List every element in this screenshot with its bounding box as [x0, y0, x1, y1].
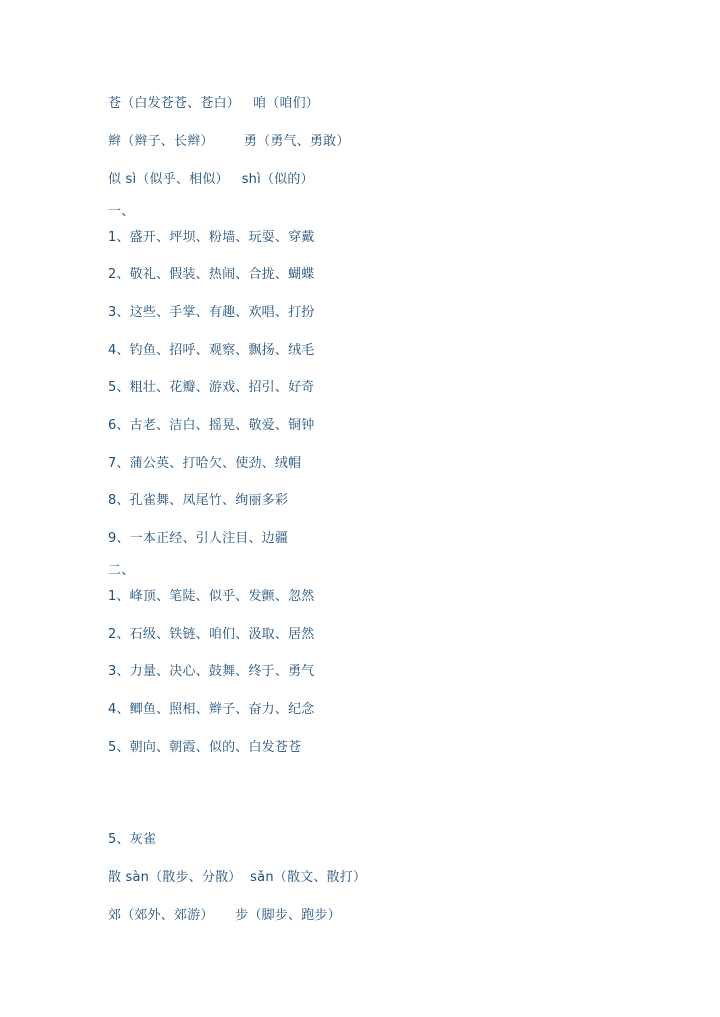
list-item: 9、一本正经、引人注目、边疆	[108, 531, 289, 546]
text-line-1: 苍（白发苍苍、苍白） 咱（咱们）	[108, 96, 319, 111]
list-item: 3、这些、手掌、有趣、欢唱、打扮	[108, 305, 315, 320]
list-item: 1、峰顶、笔陡、似乎、发颤、忽然	[108, 589, 315, 604]
text-line: 散 sàn（散步、分散） sǎn（散文、散打）	[108, 870, 367, 885]
list-item: 1、盛开、坪坝、粉墙、玩耍、穿戴	[108, 230, 315, 245]
list-item: 5、粗壮、花瓣、游戏、招引、好奇	[108, 380, 315, 395]
list-item: 3、力量、决心、鼓舞、终于、勇气	[108, 664, 315, 679]
list-item: 8、孔雀舞、凤尾竹、绚丽多彩	[108, 493, 289, 508]
text-line-2: 辫（辫子、长辫） 勇（勇气、勇敢）	[108, 134, 350, 149]
list-item: 2、石级、铁链、咱们、汲取、居然	[108, 627, 315, 642]
section-heading-one: 一、	[108, 204, 135, 219]
list-item: 4、钓鱼、招呼、观察、飘扬、绒毛	[108, 343, 315, 358]
text-line: 郊（郊外、郊游） 步（脚步、跑步）	[108, 908, 341, 923]
text-line-3: 似 sì（似乎、相似） shì（似的）	[108, 172, 314, 187]
lesson-title: 5、灰雀	[108, 832, 157, 847]
list-item: 7、蒲公英、打哈欠、使劲、绒帽	[108, 456, 302, 471]
list-item: 6、古老、洁白、摇晃、敬爱、铜钟	[108, 418, 315, 433]
section-heading-two: 二、	[108, 563, 135, 578]
list-item: 5、朝向、朝霞、似的、白发苍苍	[108, 740, 302, 755]
list-item: 2、敬礼、假装、热闹、合拢、蝴蝶	[108, 267, 315, 282]
list-item: 4、鲫鱼、照相、辫子、奋力、纪念	[108, 702, 315, 717]
